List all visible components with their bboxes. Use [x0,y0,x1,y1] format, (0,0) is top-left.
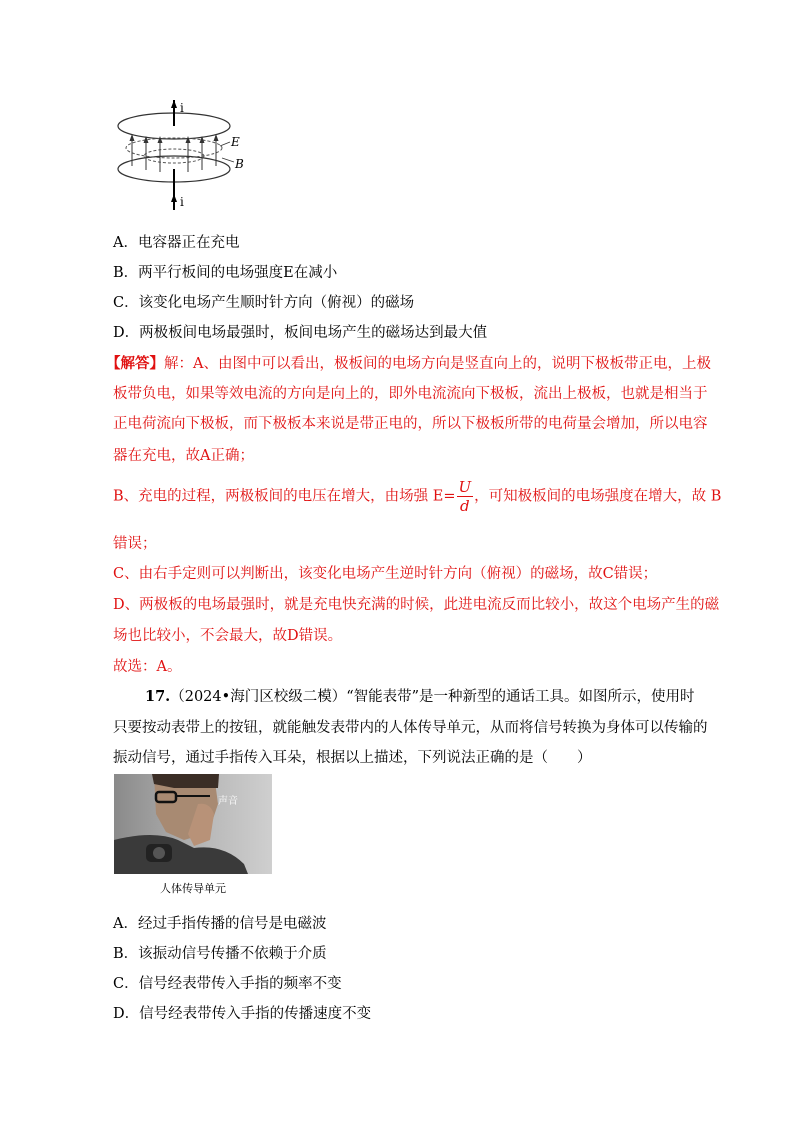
q17-option-d: D．信号经表带传入手指的传播速度不变 [113,1006,372,1022]
q16-option-a: A．电容器正在充电 [113,235,240,251]
answer-line-5: B、充电的过程，两极板间的电压在增大，由场强 E= $\frac{U}{d}$ ，可知极板间的电场强度在增大，故 B [113,478,722,515]
q17-line-1: 17.（2024•海门区校级二模）“智能表带”是一种新型的通话工具。如图所示，使用时 [145,688,695,705]
photo-sound-label: 声音 [218,796,238,807]
q16-option-d: D．两极板间电场最强时，板间电场产生的磁场达到最大值 [113,325,488,341]
answer-line-2: 板带负电，如果等效电流的方向是向上的，即外电流流向下极板，流出上极板，也就是相当于 [113,386,708,402]
label-E: E [231,135,240,149]
q17-option-b: B．该振动信号传播不依赖于介质 [113,946,327,962]
q17-number: 17. [145,688,171,705]
q17-line-3: 振动信号，通过手指传入耳朵，根据以上描述，下列说法正确的是（ ） [113,750,592,766]
q16-option-c: C．该变化电场产生顺时针方向（俯视）的磁场 [113,295,415,311]
answer-tag: 【解答】 [106,355,164,372]
label-i-bottom: i [180,195,184,209]
q17-option-c: C．信号经表带传入手指的频率不变 [113,976,342,992]
answer-line-3: 正电荷流向下极板，而下极板本来说是带正电的，所以下极板所带的电荷量会增加，所以电容 [113,416,708,432]
q17-line-2: 只要按动表带上的按钮，就能触发表带内的人体传导单元，从而将信号转换为身体可以传输的 [113,720,708,736]
smart-band-photo [114,774,272,874]
label-i-top: i [180,101,184,115]
answer-line-6: 错误； [113,536,157,552]
answer-line-1: 【解答】解：A、由图中可以看出，极板间的电场方向是竖直向上的，说明下极板带正电，上极 [106,355,711,372]
field-formula: $\frac{U}{d}$ [458,478,472,515]
answer-final: 故选：A。 [113,659,182,675]
answer-line-8: D、两极板的电场最强时，就是充电快充满的时候，此进电流反而比较小，故这个电场产生的磁 [113,597,720,613]
answer-line-9: 场也比较小，不会最大，故D错误。 [113,628,343,644]
q16-option-b: B．两平行板间的电场强度E在减小 [113,265,338,281]
answer-line-7: C、由右手定则可以判断出，该变化电场产生逆时针方向（俯视）的磁场，故C错误； [113,566,658,582]
capacitor-diagram [112,96,252,214]
q17-option-a: A．经过手指传播的信号是电磁波 [113,916,327,932]
label-B: B [235,157,244,171]
photo-caption: 人体传导单元 [160,882,226,895]
answer-line-4: 器在充电，故A正确； [113,448,254,464]
